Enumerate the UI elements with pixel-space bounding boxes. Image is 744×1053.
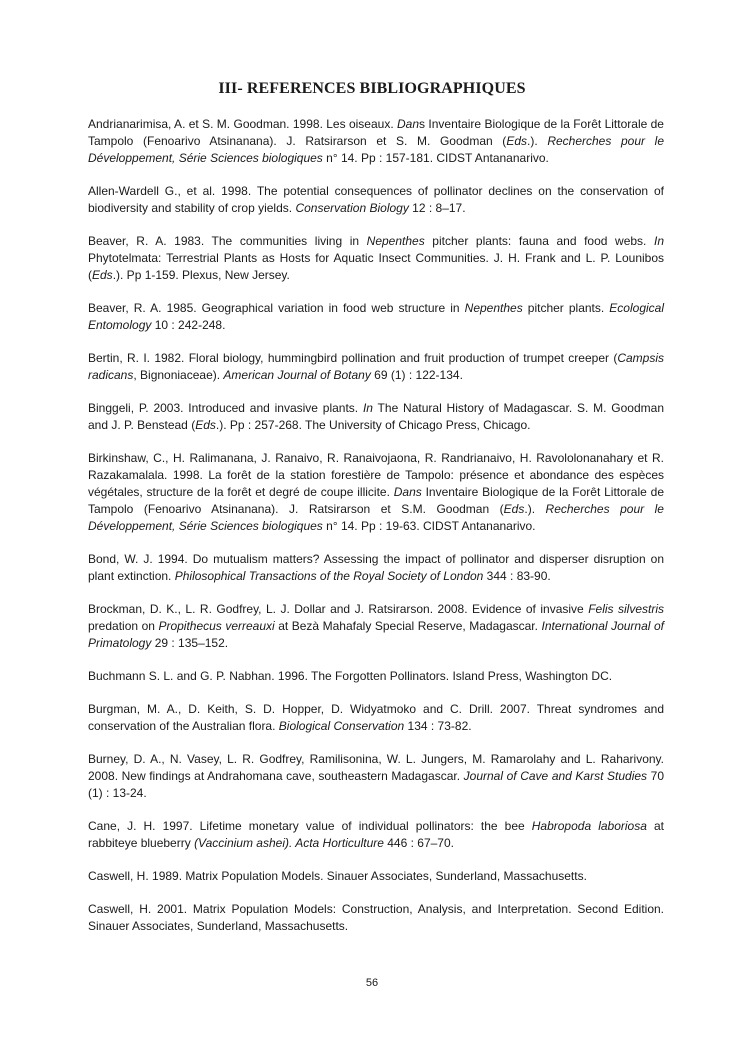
reference-text-segment: .). (524, 502, 546, 516)
reference-entry (88, 551, 664, 585)
reference-text-segment: Binggeli, P. 2003. Introduced and invasive plants. (88, 401, 363, 415)
reference-entry (88, 601, 664, 652)
reference-italic-segment: Biological Conservation (278, 719, 405, 733)
reference-text-segment: Caswell, H. 2001. Matrix Population Models: Construction, Analysis, and Interpretation. Second Edition. Sinauer Associates, Sunderland, Massachusetts. (88, 902, 664, 933)
reference-text-segment: 10 : 242-248. (151, 318, 226, 332)
reference-text-segment: 69 (1) : 122-134. (370, 368, 463, 382)
reference-text-segment: .). Pp 1-159. Plexus, New Jersey. (112, 268, 290, 282)
reference-text-segment: 12 : 8–17. (408, 201, 466, 215)
reference-italic-segment: Ecological Entomology (88, 301, 664, 332)
reference-text-segment: Allen-Wardell G., et al. 1998. The potential consequences of pollinator declines on the conservation of biodiversity and stability of crop yields. (88, 184, 664, 215)
reference-italic-segment: American Journal of Botany (223, 368, 371, 382)
reference-italic-segment: Eds (503, 502, 525, 516)
reference-text-segment: at rabbiteye blueberry (88, 819, 664, 850)
reference-italic-segment: International Journal of Primatology (88, 619, 664, 650)
reference-italic-segment: In (653, 234, 664, 248)
reference-italic-segment: Eds (195, 418, 216, 432)
reference-entry (88, 300, 664, 334)
reference-italic-segment: Philosophical Transactions of the Royal Society of London (174, 569, 484, 583)
reference-text-segment: Bertin, R. I. 1982. Floral biology, hummingbird pollination and fruit production of trumpet creeper ( (88, 351, 618, 365)
reference-text-segment: Andrianarimisa, A. et S. M. Goodman. 1998. Les oiseaux. (88, 117, 398, 131)
reference-text-segment: .). Pp : 257-268. The University of Chicago Press, Chicago. (215, 418, 531, 432)
reference-text-segment: Burney, D. A., N. Vasey, L. R. Godfrey, Ramilisonina, W. L. Jungers, M. Ramarolahy and L. Raharivony. 2008. New findings at Andrahomana cave, southeastern Madagascar. (88, 752, 664, 783)
reference-italic-segment: Eds (506, 134, 527, 148)
reference-entry (88, 751, 664, 802)
reference-text-segment: Cane, J. H. 1997. Lifetime monetary value of individual pollinators: the bee (88, 819, 532, 833)
reference-text-segment: Brockman, D. K., L. R. Godfrey, L. J. Dollar and J. Ratsirarson. 2008. Evidence of invasive (88, 602, 589, 616)
reference-text-segment: Buchmann S. L. and G. P. Nabhan. 1996. The Forgotten Pollinators. Island Press, Washington DC. (88, 669, 613, 683)
reference-list (88, 116, 664, 951)
reference-italic-segment: Recherches pour le Développement, Série Sciences biologiques (88, 134, 664, 165)
reference-text-segment: Birkinshaw, C., H. Ralimanana, J. Ranaivo, R. Ranaivojaona, R. Randrianaivo, H. Ravololonanahary et R. Razakamalala. 1998. La forêt de la station forestière de Tampolo: présence et abondance des espèces végétales, structure de la forêt et degré de coupe illicite. (88, 451, 664, 499)
reference-entry (88, 450, 664, 535)
reference-text-segment: s Inventaire Biologique de la Forêt Littorale de Tampolo (Fenoarivo Atsinanana). J. Ratsirarson et S. M. Goodman ( (88, 117, 664, 148)
reference-entry (88, 701, 664, 735)
reference-italic-segment: (Vaccinium ashei). Acta Horticulture (194, 836, 384, 850)
reference-text-segment: 134 : 73-82. (404, 719, 472, 733)
reference-text-segment: 29 : 135–152. (151, 636, 229, 650)
reference-text-segment: .). (527, 134, 548, 148)
reference-italic-segment: Dan (397, 117, 420, 131)
reference-italic-segment: Conservation Biology (295, 201, 409, 215)
reference-text-segment: pitcher plants. (522, 301, 610, 315)
reference-text-segment: Beaver, R. A. 1983. The communities living in (88, 234, 367, 248)
reference-text-segment: Caswell, H. 1989. Matrix Population Models. Sinauer Associates, Sunderland, Massachusetts. (88, 869, 587, 883)
reference-entry (88, 233, 664, 284)
reference-italic-segment: Dans (393, 485, 422, 499)
reference-italic-segment: Recherches pour le Développement, Série Sciences biologiques (88, 502, 664, 533)
reference-entry (88, 668, 664, 685)
reference-italic-segment: Eds (92, 268, 113, 282)
reference-entry (88, 116, 664, 167)
reference-text-segment: at Bezà Mahafaly Special Reserve, Madagascar. (274, 619, 542, 633)
reference-entry (88, 818, 664, 852)
reference-text-segment: Phytotelmata: Terrestrial Plants as Hosts for Aquatic Insect Communities. J. H. Frank and L. P. Lounibos ( (88, 251, 664, 282)
page-number: 56 (365, 977, 379, 989)
page-title: III- REFERENCES BIBLIOGRAPHIQUES (218, 80, 526, 97)
reference-entry (88, 901, 664, 935)
reference-text-segment: 446 : 67–70. (383, 836, 454, 850)
reference-entry (88, 868, 664, 885)
reference-text-segment: n° 14. Pp : 19-63. CIDST Antananarivo. (322, 519, 536, 533)
reference-italic-segment: Journal of Cave and Karst Studies (463, 769, 648, 783)
reference-text-segment: 344 : 83-90. (483, 569, 551, 583)
reference-italic-segment: In (362, 401, 373, 415)
reference-italic-segment: Felis silvestris (588, 602, 664, 616)
reference-text-segment: The Natural History of Madagascar. S. M. Goodman and J. P. Benstead ( (88, 401, 664, 432)
reference-text-segment: Inventaire Biologique de la Forêt Littorale de Tampolo (Fenoarivo Atsinanana). J. Ratsirarson et S.M. Goodman ( (88, 485, 664, 516)
reference-text-segment: pitcher plants: fauna and food webs. (424, 234, 654, 248)
reference-text-segment: Bond, W. J. 1994. Do mutualism matters? Assessing the impact of pollinator and disperser disruption on plant extinction. (88, 552, 664, 583)
reference-entry (88, 400, 664, 434)
reference-entry (88, 183, 664, 217)
reference-text-segment: n° 14. Pp : 157-181. CIDST Antananarivo. (322, 151, 549, 165)
reference-text-segment: 70 (1) : 13-24. (88, 769, 665, 800)
reference-text-segment: predation on (88, 619, 159, 633)
reference-text-segment: Burgman, M. A., D. Keith, S. D. Hopper, D. Widyatmoko and C. Drill. 2007. Threat syndromes and conservation of the Australian flora. (88, 702, 664, 733)
reference-italic-segment: Propithecus verreauxi (158, 619, 275, 633)
reference-italic-segment: Campsis radicans (88, 351, 664, 382)
reference-entry (88, 350, 664, 384)
reference-italic-segment: Habropoda laboriosa (531, 819, 647, 833)
reference-italic-segment: Nepenthes (464, 301, 523, 315)
reference-text-segment: , Bignoniaceae). (133, 368, 224, 382)
reference-text-segment: Beaver, R. A. 1985. Geographical variation in food web structure in (88, 301, 465, 315)
reference-italic-segment: Nepenthes (366, 234, 425, 248)
